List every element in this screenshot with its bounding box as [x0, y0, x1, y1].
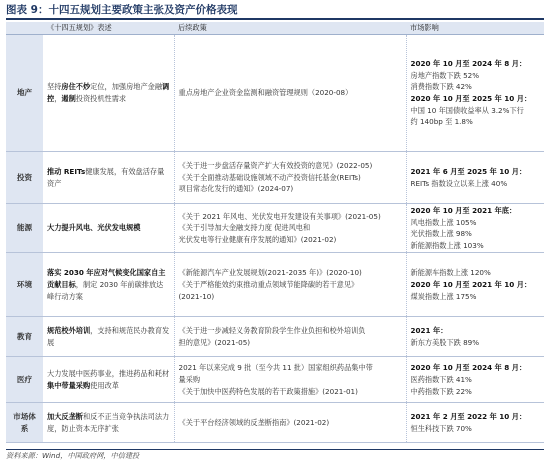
- follow-up-policy-cell: [174, 152, 406, 204]
- policy-line: 《关于严格能效约束推动重点领域节能降碳的若干意见》: [178, 280, 359, 290]
- source-note: 资料来源：Wind，中国政府网，中信建投: [6, 449, 544, 461]
- table-row: [6, 204, 544, 253]
- policy-line: 光伏发电等行业健康有序发展的通知》(2021-02): [178, 234, 337, 244]
- plan-statement-text: 集中带量采购: [47, 380, 91, 390]
- plan-statement-cell: [43, 403, 174, 443]
- table-header-row: [6, 22, 544, 35]
- policy-line: (2021-10): [178, 291, 215, 301]
- plan-statement-text: 定位，加强房地产金融: [90, 82, 163, 92]
- plan-statement-text: ，: [54, 94, 62, 103]
- plan-statement-cell: [43, 204, 174, 253]
- impact-period: 2020 年 10 月至 2024 年 8 月：: [410, 59, 527, 69]
- row-category: 环境: [6, 253, 43, 317]
- plan-statement-text: 投资投机性需求: [75, 94, 127, 103]
- row-category: 投资: [6, 152, 43, 204]
- plan-statement-text: 加大反垄断: [47, 412, 83, 422]
- row-category: 教育: [6, 317, 43, 357]
- impact-line: 煤炭指数上涨 175%: [410, 291, 477, 301]
- impact-period: 2020 年 10 月至 2021 年 10 月：: [410, 280, 532, 290]
- plan-statement-cell: [43, 152, 174, 204]
- impact-line: REITs 指数设立以来上涨 40%: [410, 178, 508, 188]
- row-category: 市场体系: [6, 403, 43, 443]
- market-impact-cell: [406, 357, 544, 403]
- header-plan-statement: 《十四五规划》表述: [43, 22, 174, 35]
- market-impact-cell: [406, 317, 544, 357]
- plan-statement-text: 使用改革: [90, 380, 119, 390]
- policy-line: 项目常态化发行的通知》(2024-07): [178, 184, 294, 194]
- row-category: 地产: [6, 35, 43, 152]
- plan-statement-cell: [43, 253, 174, 317]
- policy-line: 《关于全面推动基础设施领域不动产投资信托基金(REITs): [178, 172, 361, 182]
- impact-line: 恒生科技下跌 70%: [410, 423, 472, 433]
- market-impact-cell: [406, 253, 544, 317]
- policy-line: 2021 年以来完成 9 批（至今共 11 批）国家组织药品集中带: [178, 363, 373, 373]
- plan-statement-text: 房住不炒: [61, 82, 91, 92]
- plan-statement-text: 大力发展中医药事业，推进药品和耗材: [47, 369, 170, 379]
- impact-line: 中国 10 年国债收益率从 3.2%下行: [410, 105, 524, 115]
- plan-statement-text: ，制定 2030 年前碳排放达峰行动方案: [47, 280, 164, 301]
- market-impact-cell: [406, 403, 544, 443]
- policy-line: 《关于进一步盘活存量资产扩大有效投资的意见》(2022-05): [178, 161, 373, 171]
- impact-period: 2021 年：: [410, 326, 448, 336]
- table-row: [6, 403, 544, 443]
- table-row: [6, 35, 544, 152]
- plan-statement-text: 坚持: [47, 82, 62, 92]
- policy-line: 《关于进一步减轻义务教育阶段学生作业负担和校外培训负: [178, 326, 366, 336]
- table-row: [6, 253, 544, 317]
- impact-line: 消费指数下跌 42%: [410, 82, 472, 92]
- impact-line: 新东方美股下跌 89%: [410, 337, 480, 347]
- table-row: [6, 317, 544, 357]
- policy-line: 《关于 2021 年风电、光伏发电开发建设有关事项》(2021-05): [178, 211, 381, 221]
- table-row: [6, 357, 544, 403]
- impact-line: 光伏指数上涨 98%: [410, 229, 472, 239]
- header-follow-up-policy: 后续政策: [174, 22, 406, 35]
- plan-statement-text: 推动 REITs: [47, 166, 86, 176]
- impact-period: 2021 年 2 月至 2022 年 10 月：: [410, 412, 527, 422]
- policy-line: 《关于平台经济领域的反垄断指南》(2021-02): [178, 418, 330, 428]
- follow-up-policy-cell: [174, 403, 406, 443]
- figure-caption: 图表 9：十四五规划主要政策主张及资产价格表现: [6, 3, 544, 20]
- header-category: [6, 22, 43, 35]
- policy-line: 《关于加快中医药特色发展的若干政策措施》(2021-01): [178, 386, 358, 396]
- impact-period: 2020 年 10 月至 2024 年 8 月：: [410, 363, 527, 373]
- plan-statement-text: 落实 2030 年应对气候变化国家自主贡献目标: [47, 268, 166, 290]
- follow-up-policy-cell: [174, 35, 406, 152]
- impact-line: 新能源车指数上涨 120%: [410, 268, 491, 278]
- row-category: 医疗: [6, 357, 43, 403]
- policy-line: 量采购: [178, 375, 201, 385]
- plan-statement-text: 遏制: [61, 94, 76, 103]
- follow-up-policy-cell: [174, 357, 406, 403]
- market-impact-cell: [406, 35, 544, 152]
- impact-line: 约 140bp 至 1.8%: [410, 117, 473, 127]
- impact-period: 2020 年 10 月至 2021 年底：: [410, 206, 517, 215]
- follow-up-policy-cell: [174, 204, 406, 253]
- plan-statement-text: ，支持和规范民办教育发展: [47, 326, 170, 347]
- row-category: 能源: [6, 204, 43, 253]
- plan-statement-text: 规范校外培训: [47, 326, 91, 336]
- plan-statement-text: 大力提升风电、光伏发电规模: [47, 223, 141, 233]
- policy-line: 《新能源汽车产业发展规划(2021-2035 年)》(2020-10): [178, 268, 362, 278]
- market-impact-cell: [406, 152, 544, 204]
- impact-line: 医药指数下跌 41%: [410, 375, 472, 385]
- plan-statement-cell: [43, 357, 174, 403]
- impact-line: 风电指数上涨 105%: [410, 217, 477, 227]
- impact-line: 新能源指数上涨 103%: [410, 240, 484, 250]
- plan-statement-text: 和反不正当竞争执法司法力度，防止资本无序扩张: [47, 412, 170, 433]
- plan-statement-cell: [43, 317, 174, 357]
- impact-line: 房地产指数下跌 52%: [410, 70, 480, 80]
- table-body: [6, 35, 544, 443]
- plan-statement-cell: [43, 35, 174, 152]
- follow-up-policy-cell: [174, 253, 406, 317]
- table-row: [6, 152, 544, 204]
- plan-statement-text: 健康发展，有效盘活存量资产: [47, 166, 165, 188]
- policy-line: 担的意见》(2021-05): [178, 337, 251, 347]
- impact-period: 2021 年 6 月至 2025 年 10 月：: [410, 166, 527, 176]
- impact-period: 2020 年 10 月至 2025 年 10 月：: [410, 94, 532, 103]
- policy-line: 重点房地产企业资金监测和融资管理规则（2020-08）: [178, 88, 353, 98]
- policy-line: 《关于引导加大金融支持力度 促进风电和: [178, 223, 311, 233]
- market-impact-cell: [406, 204, 544, 253]
- policy-table: [6, 22, 544, 443]
- follow-up-policy-cell: [174, 317, 406, 357]
- plan-statement-text: 调控: [47, 82, 170, 103]
- header-market-impact: 市场影响: [406, 22, 544, 35]
- impact-line: 中药指数下跌 22%: [410, 386, 472, 396]
